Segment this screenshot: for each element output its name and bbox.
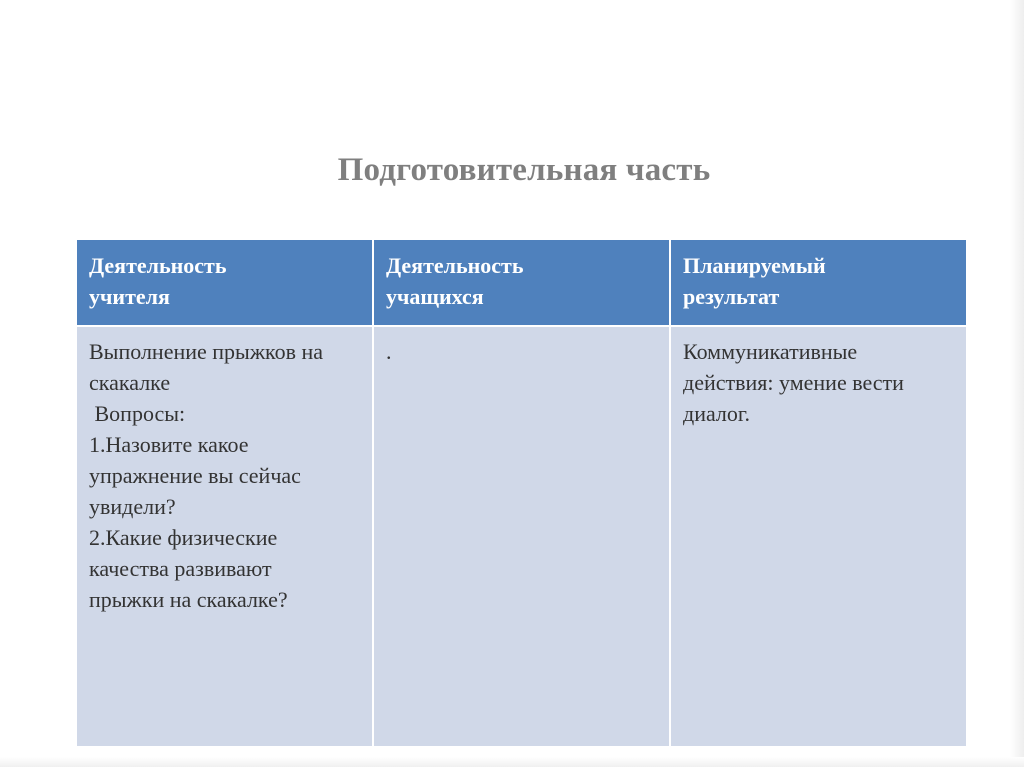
- cell-line: упражнение вы сейчас: [89, 463, 301, 488]
- table-row: [76, 326, 967, 747]
- cell-line: .: [386, 339, 392, 364]
- cell-teacher-activity: [76, 326, 373, 747]
- cell-line: диалог.: [683, 401, 750, 426]
- cell-line: скакалке: [89, 370, 171, 395]
- slide-edge-shadow-bottom: [0, 757, 1024, 767]
- cell-line: увидели?: [89, 494, 176, 519]
- cell-student-activity: [373, 326, 670, 747]
- header-student-activity: [373, 239, 670, 326]
- cell-line: Вопросы:: [89, 401, 186, 426]
- table-header-row: [76, 239, 967, 326]
- cell-line: 1.Назовите какое: [89, 432, 249, 457]
- header-line: учителя: [89, 284, 170, 309]
- cell-line: качества развивают: [89, 556, 272, 581]
- activity-table: [75, 238, 968, 748]
- cell-planned-result: [670, 326, 967, 747]
- header-teacher-activity: [76, 239, 373, 326]
- header-line: учащихся: [386, 284, 484, 309]
- slide-title: Подготовительная часть: [337, 152, 711, 188]
- cell-line: 2.Какие физические: [89, 525, 278, 550]
- cell-line: прыжки на скакалке?: [89, 587, 288, 612]
- header-planned-result: [670, 239, 967, 326]
- header-line: Деятельность: [386, 253, 524, 278]
- header-line: результат: [683, 284, 780, 309]
- cell-line: Выполнение прыжков на: [89, 339, 324, 364]
- header-line: Деятельность: [89, 253, 227, 278]
- cell-line: действия: умение вести: [683, 370, 904, 395]
- cell-line: Коммуникативные: [683, 339, 858, 364]
- slide-edge-shadow-right: [1010, 0, 1024, 767]
- header-line: Планируемый: [683, 253, 826, 278]
